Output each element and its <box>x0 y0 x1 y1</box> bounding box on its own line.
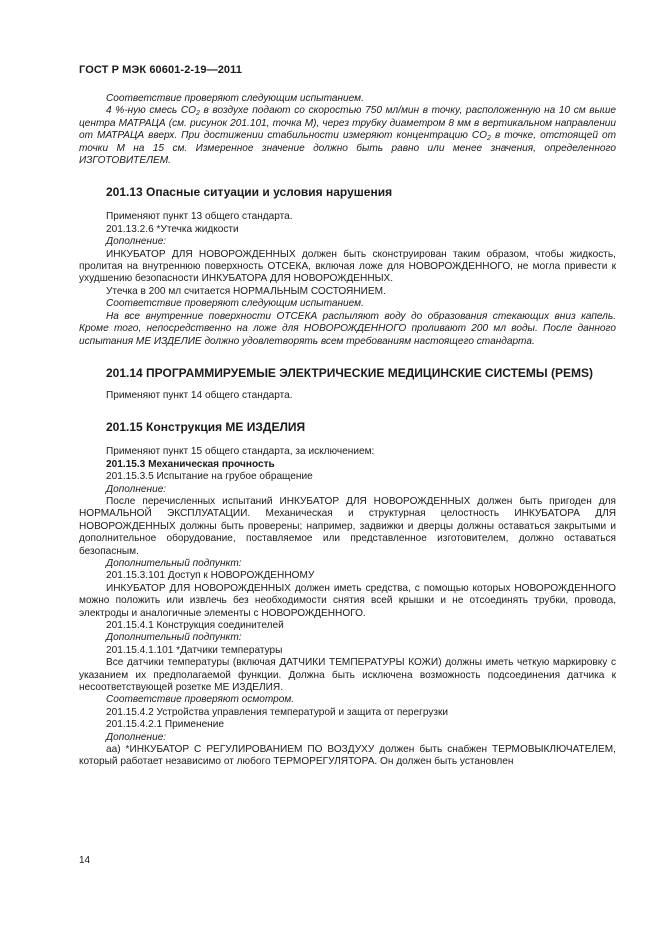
paragraph: Применяют пункт 15 общего стандарта, за исключением: <box>106 446 375 458</box>
subclause-title: 201.15.3.101 Доступ к НОВОРОЖДЕННОМУ <box>106 570 315 582</box>
paragraph: Применяют пункт 13 общего стандарта. <box>106 211 293 223</box>
page-number: 14 <box>79 855 91 866</box>
subclause-title: 201.15.4.1 Конструкция соединителей <box>106 620 284 631</box>
document-header: ГОСТ Р МЭК 60601-2-19—2011 <box>79 64 242 76</box>
section-heading-201-15: 201.15 Конструкция МЕ ИЗДЕЛИЯ <box>106 420 306 435</box>
subclause-title: 201.15.4.1.101 *Датчики температуры <box>106 644 283 656</box>
paragraph: ИНКУБАТОР ДЛЯ НОВОРОЖДЕННЫХ должен быть сконструирован таким образом, чтобы жидкость, пролитая на внутреннюю поверхность ОТСЕКА, включая ложе для НОВОРОЖДЕННОГО, не могла привести к ухудшению безопасности ИНКУБАТОРА ДЛЯ НОВОРОЖДЕННЫХ. <box>79 248 616 285</box>
addition-label: Дополнительный подпункт: <box>106 557 242 569</box>
paragraph: ИНКУБАТОР ДЛЯ НОВОРОЖДЕННЫХ должен иметь средства, с помощью которых НОВОРОЖДЕННОГО можно положить или извлечь без необходимости снятия всей крышки и не отсоединять трубки, провода, электроды и аналогичные элементы с НОВОРОЖДЕННОГО. <box>79 582 616 619</box>
section-heading-201-14: 201.14 ПРОГРАММИРУЕМЫЕ ЭЛЕКТРИЧЕСКИЕ МЕДИЦИНСКИЕ СИСТЕМЫ (PEMS) <box>106 365 594 380</box>
paragraph: Применяют пункт 14 общего стандарта. <box>106 389 293 401</box>
compliance-note: Соответствие проверяют следующим испытанием. <box>106 93 364 104</box>
subclause-title: 201.15.3.5 Испытание на грубое обращение <box>106 471 313 483</box>
paragraph: После перечисленных испытаний ИНКУБАТОР ДЛЯ НОВОРОЖДЕННЫХ должен быть пригоден для НОРМАЛЬНОЙ ЭКСПЛУАТАЦИИ. Механическая и структурная целостность ИНКУБАТОРА ДЛЯ НОВОРОЖДЕННЫХ должны быть проверены; например, задвижки и дверцы должны оставаться закрытыми и дополнительное оборудование, поставляемое или представленное изготовителем, должно оставаться безопасным. <box>79 495 616 557</box>
subclause-title: 201.15.4.2.1 Применение <box>106 719 225 731</box>
paragraph: Утечка в 200 мл считается НОРМАЛЬНЫМ СОСТОЯНИЕМ. <box>106 285 386 297</box>
compliance-note: Соответствие проверяют осмотром. <box>106 694 295 706</box>
addition-label: Дополнительный подпункт: <box>106 632 242 644</box>
addition-label: Дополнение: <box>106 483 167 495</box>
subclause-title: 201.13.2.6 *Утечка жидкости <box>106 223 239 235</box>
subclause-title: 201.15.3 Механическая прочность <box>106 458 275 470</box>
document-body <box>79 93 616 769</box>
addition-label: Дополнение: <box>106 236 167 248</box>
paragraph: аа) *ИНКУБАТОР С РЕГУЛИРОВАНИЕМ ПО ВОЗДУХУ должен быть снабжен ТЕРМОВЫКЛЮЧАТЕЛЕМ, который работает независимо от любого ТЕРМОРЕГУЛЯТОРА. Он должен быть установлен <box>79 744 616 768</box>
test-description: На все внутренние поверхности ОТСЕКА распыляют воду до образования стекающих вниз капель. Кроме того, непосредственно на ложе для НОВОРОЖДЕННОГО проливают 200 мл воды. После данного испытания МЕ ИЗДЕЛИЕ должно удовлетворять всем требованиям настоящего стандарта. <box>79 310 616 347</box>
test-description: 4 %-ную смесь $CO_2$ в воздухе подают со скоростью 750 мл/мин в точку, расположенную на 10 см выше центра МАТРАЦА (см. рисунок 201.101, точка М), через трубку диаметром 8 мм в вертикальном направлении от МАТРАЦА вверх. При достижении стабильности измеряют концентрацию $CO_2$ в точке, отстоящей от точки М на 15 см. Измеренное значение должно быть равно или менее значения, определенного ИЗГОТОВИТЕЛЕМ. <box>79 105 616 167</box>
addition-label: Дополнение: <box>106 731 167 743</box>
paragraph: Все датчики температуры (включая ДАТЧИКИ ТЕМПЕРАТУРЫ КОЖИ) должны иметь четкую маркировку с указанием их предполагаемой функции. Должна быть исключена возможность подсоединения датчика к несоответствующей розетке МЕ ИЗДЕЛИЯ. <box>79 657 616 694</box>
compliance-note: Соответствие проверяют следующим испытанием. <box>106 298 364 310</box>
subclause-title: 201.15.4.2 Устройства управления температурой и защита от перегрузки <box>106 706 449 718</box>
section-heading-201-13: 201.13 Опасные ситуации и условия нарушения <box>106 185 393 200</box>
